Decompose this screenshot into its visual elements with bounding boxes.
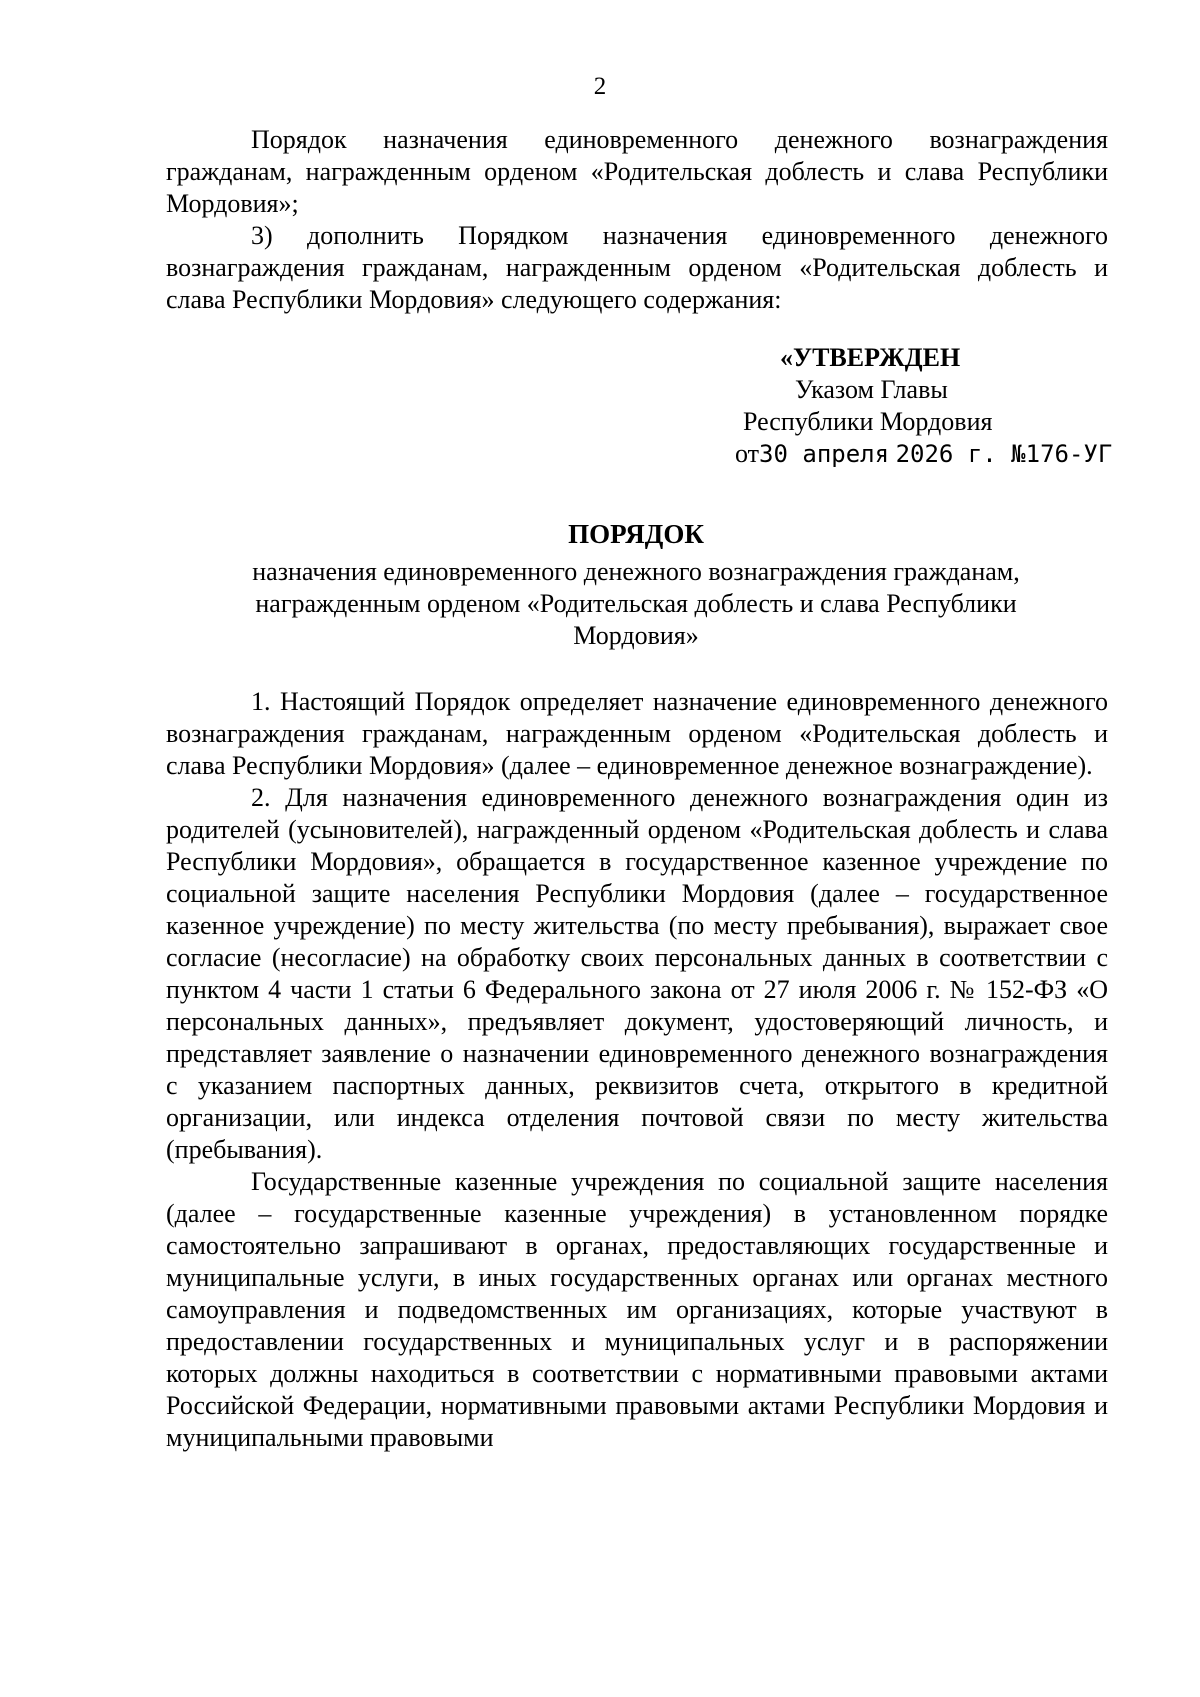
- approval-stamp: [735, 342, 1115, 470]
- document-subtitle: назначения единовременного денежного вознаграждения гражданам, награжденным орденом «Родительская доблесть и слава Республики Мордовия»: [252, 557, 1020, 650]
- section-2-continuation-paragraph: Государственные казенные учреждения по социальной защите населения (далее – государственные казенные учреждения) в установленном порядке самостоятельно запрашивают в органах, предоставляющих государственные и муниципальные услуги, в иных государственных органах или органах местного самоуправления и подведомственных им организациях, которые участвуют в предоставлении государственных и муниципальных услуг и в распоряжении которых должны находиться в соответствии с нормативными правовыми актами Российской Федерации, нормативными правовыми актами Республики Мордовия и муниципальными правовыми: [166, 1167, 1108, 1452]
- intro-paragraph-2: 3) дополнить Порядком назначения единовременного денежного вознаграждения гражданам, награжденным орденом «Родительская доблесть и слава Республики Мордовия» следующего содержания:: [166, 221, 1108, 314]
- approval-date-line: [735, 438, 1115, 470]
- approval-region: Республики Мордовия: [743, 407, 993, 436]
- document-title: ПОРЯДОК: [568, 519, 704, 549]
- intro-block: [166, 124, 1108, 316]
- approval-number: 176-УГ: [1025, 440, 1113, 468]
- approval-prefix: от: [735, 439, 760, 468]
- main-text: [166, 686, 1108, 1454]
- page-number: 2: [593, 73, 607, 100]
- section-1-paragraph: 1. Настоящий Порядок определяет назначение единовременного денежного вознаграждения гражданам, награжденным орденом «Родительская доблесть и слава Республики Мордовия» (далее – единовременное денежное вознаграждение).: [166, 687, 1108, 780]
- approval-heading: «УТВЕРЖДЕН: [780, 343, 961, 372]
- approval-year: 2026 г. №: [895, 440, 1026, 468]
- approval-date: 30 апреля: [759, 440, 890, 468]
- approval-authority: Указом Главы: [795, 375, 948, 404]
- section-2-paragraph: 2. Для назначения единовременного денежного вознаграждения один из родителей (усыновителей), награжденный орденом «Родительская доблесть и слава Республики Мордовия», обращается в государственное казенное учреждение по социальной защите населения Республики Мордовия (далее – государственное казенное учреждение) по месту жительства (по месту пребывания), выражает свое согласие (несогласие) на обработку своих персональных данных в соответствии с пунктом 4 части 1 статьи 6 Федерального закона от 27 июля 2006 г. № 152-ФЗ «О персональных данных», предъявляет документ, удостоверяющий личность, и представляет заявление о назначении единовременного денежного вознаграждения с указанием паспортных данных, реквизитов счета, открытого в кредитной организации, или индекса отделения почтовой связи по месту жительства (пребывания).: [166, 783, 1108, 1164]
- intro-paragraph-1: Порядок назначения единовременного денежного вознаграждения гражданам, награжденным орденом «Родительская доблесть и слава Республики Мордовия»;: [166, 125, 1108, 218]
- document-title-block: [200, 518, 1072, 652]
